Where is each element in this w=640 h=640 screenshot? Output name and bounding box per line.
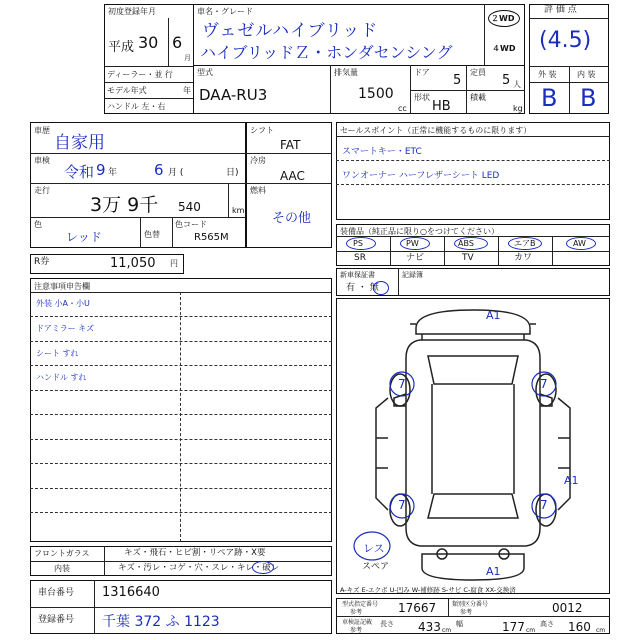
inspection-label: 車検 [34,156,50,165]
damage-mark: A1 [486,565,501,578]
capacity-unit: 人 [513,80,521,89]
equip-pw: PW [406,239,419,248]
car-grade: ハイブリッドＺ・ホンダセンシング [200,43,453,62]
ac: AAC [280,169,305,183]
registration-era: 平成 [108,40,135,55]
cm-unit-1: cm [442,627,452,634]
type-cert-label: 型式指定番号 [342,601,379,608]
shift: FAT [280,138,301,152]
equipment-label: 装備品（純正品に限り○をつけてください） [340,227,499,236]
color-label: 色 [34,220,42,229]
inspection-month-unit: 月 ( [168,168,184,178]
note-item: シート すれ [36,349,79,358]
note-item: ドアミラー キズ [36,324,95,333]
chassis-number: 1316640 [102,585,160,600]
capacity: 5 [502,73,511,88]
equip-ps: PS [353,239,363,248]
registration-month: 6 [172,33,183,52]
equip-navi: ナビ [406,253,425,263]
usage: 自家用 [54,133,105,153]
length: 433 [418,620,441,634]
damage-mark: A1 [564,474,579,487]
doors: 5 [453,73,462,88]
displacement-label: 排気量 [334,68,358,77]
sales-point: ワンオーナー ハーフレザーシート LED [342,171,500,181]
warranty-circle [373,281,389,295]
interior-grade: B [580,84,597,112]
kg-unit: kg [513,104,523,113]
ref-label-2: 参考 [460,609,473,616]
inspection-year-unit: 年 [108,168,118,178]
model-year-label: モデル年式 [107,86,147,95]
mileage-small: 540 [178,200,201,214]
record-label: 記録簿 [402,271,423,279]
shape-label: 形状 [414,93,430,102]
windshield-options: キズ・飛石・ヒビ割・リペア跡・X要 [124,548,266,558]
score-label: 評 価 点 [544,5,577,15]
registration-year: 30 [138,33,159,52]
color-code-label: 色コード [175,220,207,229]
class-number: 0012 [552,601,583,615]
width: 177 [502,620,525,634]
dealer-label: ディーラー・並 行 [107,70,173,79]
color-code: R565M [194,232,229,243]
fuel: その他 [272,211,312,226]
displacement: 1500 [358,86,394,102]
note-item: ハンドル すれ [36,373,87,382]
equip-sr: SR [354,253,366,263]
overall-score: (4.5) [539,28,592,53]
km-unit: km [232,206,245,215]
damage-mark: 7 [540,498,548,512]
recycle-fee: 11,050 [110,256,156,271]
shape: HB [432,99,451,114]
recycle-label: R券 [34,257,50,267]
note-item: 外装 小A・小U [36,299,90,308]
interior-circle [252,561,274,574]
interior-cond-label: 内装 [54,564,70,573]
cm-unit-2: cm [526,627,536,634]
damage-legend: A-キズ E-エクボ U-凹み W-補修跡 S-サビ C-腐食 XX-交換済 [340,586,516,594]
model-year-unit: 年 [183,86,191,95]
ac-label: 冷房 [250,156,266,165]
damage-mark: 7 [398,498,406,512]
exterior-grade: B [541,84,558,112]
reg-cert-label: 車検証記載 [342,619,373,626]
windshield-label: フロントガラス [34,549,90,558]
class-label: 類別区分番号 [452,601,489,608]
notes-label: 注意事項申告欄 [34,282,90,291]
type-cert-number: 17667 [398,601,437,615]
type-label: 型式 [197,68,213,77]
color: レッド [66,230,102,244]
mileage: 3万 9千 [90,194,159,216]
damage-mark: 7 [540,377,548,391]
inspection-year: 9 [96,161,106,179]
plate-label: 登録番号 [38,615,75,625]
sales-label: セールスポイント（正常に機能するものに限ります） [340,126,532,135]
height-label: 高さ [540,620,554,628]
height: 160 [568,620,591,634]
mileage-label: 走行 [34,186,50,195]
car-name-label: 車名・グレード [197,7,253,16]
shift-label: シフト [250,126,274,135]
notes-box [30,278,332,542]
spare-label: スペア [362,562,390,572]
color-swap-label: 色替 [144,230,160,239]
interior-options: キズ・汚レ・コゲ・穴・スレ・キレ・破レ [118,563,280,573]
exterior-label: 外 装 [538,70,557,79]
drive-4wd: ４WD [492,44,516,53]
interior-label: 内 装 [577,70,596,79]
drive-2wd: ２WD [491,14,515,23]
equip-tv: TV [462,253,474,263]
handle-label: ハンドル 左・右 [107,102,166,111]
length-label: 長さ [380,620,394,628]
capacity-label: 定員 [470,68,486,77]
damage-mark: 7 [398,377,406,391]
spare-less: レス [363,542,385,555]
equip-aw: AW [573,239,586,248]
sales-point: スマートキー・ETC [342,147,422,157]
ref-label-1: 参考 [350,609,363,616]
width-label: 幅 [456,620,463,628]
equip-leather: カワ [514,253,533,263]
damage-mark: A1 [486,309,501,322]
plate-number: 千葉 372 ふ 1123 [102,614,220,630]
month-unit: 月 [184,54,191,62]
cm-unit-3: cm [596,627,606,634]
warranty-value: 有 ・ 無 [346,283,379,293]
recycle-box [30,254,184,274]
model-type: DAA-RU3 [199,86,268,104]
usage-label: 車歴 [34,126,50,135]
door-label: ドア [414,68,430,77]
inspection-month: 6 [154,161,164,179]
ref-label-3: 参考 [350,627,363,634]
chassis-label: 車台番号 [38,588,75,598]
equip-airbag: エアB [514,239,536,248]
cc-unit: cc [398,104,407,113]
inspection-day-unit: 日) [226,168,239,178]
inspection-era: 令和 [64,163,95,181]
load-label: 積載 [470,93,486,102]
yen-unit: 円 [170,259,178,268]
warranty-label: 新車保証書 [340,271,375,279]
equip-abs: ABS [458,239,474,248]
first-registration-label: 初度登録年月 [108,7,156,16]
car-name: ヴェゼルハイブリッド [202,21,379,41]
fuel-label: 燃料 [250,186,266,195]
